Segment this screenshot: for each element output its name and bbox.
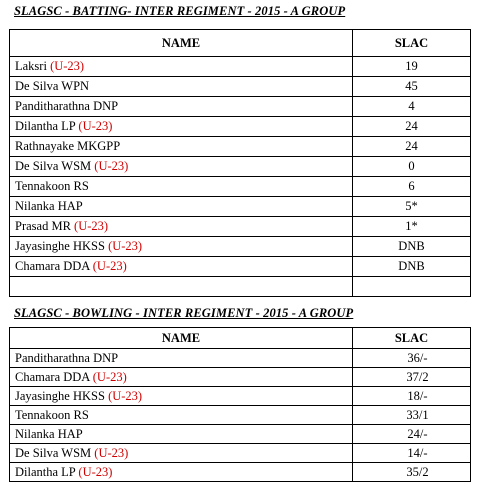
player-name: Dilantha LP (15, 119, 76, 133)
batting-player-name-cell (10, 77, 353, 97)
table-row (10, 77, 471, 97)
table-row (10, 217, 471, 237)
u23-tag: (U-23) (92, 259, 127, 273)
batting-score-cell: 19 (353, 57, 471, 77)
batting-table (9, 29, 471, 297)
table-row (10, 425, 471, 444)
batting-player-name-cell (10, 237, 353, 257)
batting-header-name: NAME (10, 30, 353, 57)
player-name: Jayasinghe HKSS (15, 388, 105, 403)
bowling-player-name-cell (10, 368, 353, 387)
player-name: Chamara DDA (15, 259, 90, 273)
table-row (10, 137, 471, 157)
bowling-score-cell: 24/- (353, 425, 471, 444)
table-row (10, 444, 471, 463)
u23-tag: (U-23) (74, 219, 109, 233)
bowling-score-cell: 18/- (353, 387, 471, 406)
player-name: Laksri (15, 59, 47, 73)
table-row (10, 157, 471, 177)
batting-score-cell (353, 277, 471, 297)
table-row (10, 237, 471, 257)
table-row (10, 57, 471, 77)
bowling-player-name-cell (10, 425, 353, 444)
batting-score-cell: 5* (353, 197, 471, 217)
batting-player-name-cell (10, 177, 353, 197)
player-name: Tennakoon RS (15, 179, 89, 193)
u23-tag: (U-23) (78, 464, 113, 479)
batting-player-name-cell (10, 57, 353, 77)
player-name: De Silva WSM (15, 445, 92, 460)
bowling-score-cell: 36/- (353, 349, 471, 368)
bowling-table (9, 327, 471, 482)
table-row (10, 277, 471, 297)
batting-player-name-cell (10, 157, 353, 177)
bowling-score-cell: 33/1 (353, 406, 471, 425)
bowling-header-row (10, 328, 471, 349)
batting-score-cell: 4 (353, 97, 471, 117)
u23-tag: (U-23) (50, 59, 85, 73)
table-row (10, 406, 471, 425)
player-name: Panditharathna DNP (15, 350, 119, 365)
table-row (10, 257, 471, 277)
player-name: De Silva WSM (15, 159, 92, 173)
table-row (10, 197, 471, 217)
batting-header-row (10, 30, 471, 57)
bowling-score-cell: 14/- (353, 444, 471, 463)
u23-tag: (U-23) (108, 239, 143, 253)
u23-tag: (U-23) (94, 445, 129, 460)
batting-score-cell: DNB (353, 257, 471, 277)
batting-score-cell: 45 (353, 77, 471, 97)
batting-player-name-cell (10, 257, 353, 277)
batting-score-cell: 24 (353, 137, 471, 157)
player-name: Panditharathna DNP (15, 99, 119, 113)
player-name: Jayasinghe HKSS (15, 239, 105, 253)
player-name: Nilanka HAP (15, 199, 83, 213)
player-name: Prasad MR (15, 219, 71, 233)
table-row (10, 368, 471, 387)
batting-player-name-cell (10, 137, 353, 157)
batting-header-value: SLAC (353, 30, 471, 57)
bowling-header-name: NAME (10, 328, 353, 349)
bowling-header-value: SLAC (353, 328, 471, 349)
batting-score-cell: DNB (353, 237, 471, 257)
batting-score-cell: 0 (353, 157, 471, 177)
batting-player-name-cell (10, 117, 353, 137)
u23-tag: (U-23) (94, 159, 129, 173)
table-row (10, 349, 471, 368)
bowling-player-name-cell (10, 387, 353, 406)
table-row (10, 463, 471, 482)
batting-score-cell: 6 (353, 177, 471, 197)
batting-player-name-cell (10, 97, 353, 117)
bowling-player-name-cell (10, 349, 353, 368)
batting-score-cell: 24 (353, 117, 471, 137)
player-name: Chamara DDA (15, 369, 90, 384)
player-name: De Silva WPN (15, 79, 90, 93)
batting-player-name-cell (10, 197, 353, 217)
bowling-player-name-cell (10, 406, 353, 425)
table-row (10, 387, 471, 406)
batting-player-name-cell (10, 217, 353, 237)
table-row (10, 177, 471, 197)
batting-score-cell: 1* (353, 217, 471, 237)
bowling-player-name-cell (10, 463, 353, 482)
bowling-player-name-cell (10, 444, 353, 463)
u23-tag: (U-23) (78, 119, 113, 133)
player-name: Dilantha LP (15, 464, 76, 479)
batting-title: SLAGSC - BATTING- INTER REGIMENT - 2015 - A GROUP (14, 4, 346, 18)
player-name: Nilanka HAP (15, 426, 83, 441)
bowling-score-cell: 37/2 (353, 368, 471, 387)
u23-tag: (U-23) (108, 388, 143, 403)
table-row (10, 97, 471, 117)
batting-player-name-cell (10, 277, 353, 297)
u23-tag: (U-23) (92, 369, 127, 384)
bowling-title: SLAGSC - BOWLING - INTER REGIMENT - 2015 - A GROUP (14, 306, 354, 320)
table-row (10, 117, 471, 137)
player-name: Rathnayake MKGPP (15, 139, 121, 153)
bowling-score-cell: 35/2 (353, 463, 471, 482)
player-name: Tennakoon RS (15, 407, 89, 422)
